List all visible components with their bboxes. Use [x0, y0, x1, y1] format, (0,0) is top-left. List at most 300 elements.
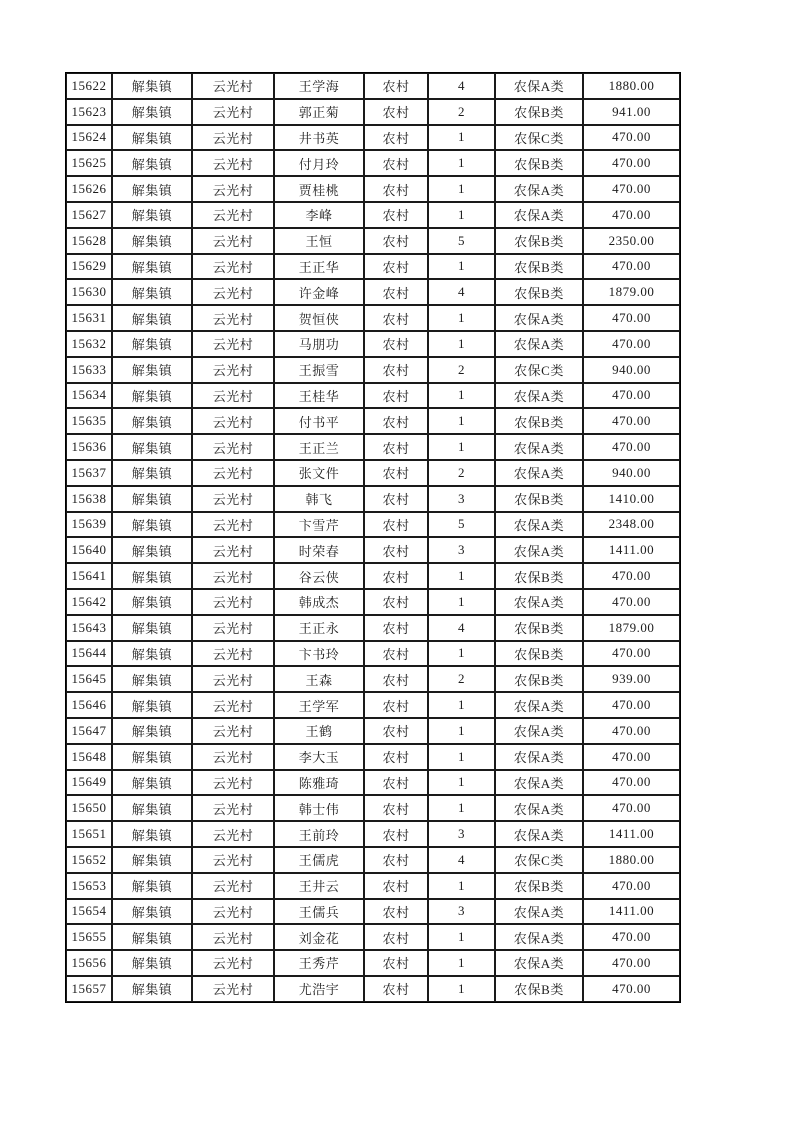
cell-person-name: 付月玲	[274, 150, 364, 176]
cell-amount: 470.00	[583, 202, 680, 228]
cell-village: 云光村	[192, 460, 274, 486]
cell-town: 解集镇	[112, 795, 192, 821]
cell-row-id: 15637	[66, 460, 112, 486]
table-row	[66, 408, 680, 434]
cell-residence-type: 农村	[364, 331, 428, 357]
cell-town: 解集镇	[112, 512, 192, 538]
cell-village: 云光村	[192, 99, 274, 125]
cell-insurance-class: 农保B类	[495, 279, 583, 305]
cell-amount: 470.00	[583, 589, 680, 615]
cell-amount: 1411.00	[583, 537, 680, 563]
table-row	[66, 950, 680, 976]
cell-town: 解集镇	[112, 847, 192, 873]
cell-village: 云光村	[192, 331, 274, 357]
cell-insurance-class: 农保C类	[495, 357, 583, 383]
cell-insurance-class: 农保B类	[495, 641, 583, 667]
cell-person-name: 王儒兵	[274, 899, 364, 925]
cell-insurance-class: 农保A类	[495, 460, 583, 486]
cell-person-count: 1	[428, 589, 495, 615]
table-row	[66, 615, 680, 641]
cell-insurance-class: 农保B类	[495, 563, 583, 589]
cell-amount: 1410.00	[583, 486, 680, 512]
cell-amount: 470.00	[583, 692, 680, 718]
cell-person-name: 贺恒侠	[274, 305, 364, 331]
cell-person-name: 郭正菊	[274, 99, 364, 125]
cell-town: 解集镇	[112, 563, 192, 589]
cell-row-id: 15631	[66, 305, 112, 331]
cell-person-count: 5	[428, 512, 495, 538]
cell-row-id: 15639	[66, 512, 112, 538]
cell-person-name: 王学军	[274, 692, 364, 718]
cell-town: 解集镇	[112, 589, 192, 615]
cell-amount: 470.00	[583, 950, 680, 976]
cell-town: 解集镇	[112, 899, 192, 925]
cell-amount: 470.00	[583, 873, 680, 899]
table-row	[66, 357, 680, 383]
cell-row-id: 15646	[66, 692, 112, 718]
cell-town: 解集镇	[112, 718, 192, 744]
table-row	[66, 73, 680, 99]
cell-person-count: 4	[428, 615, 495, 641]
cell-residence-type: 农村	[364, 615, 428, 641]
cell-residence-type: 农村	[364, 150, 428, 176]
cell-person-count: 1	[428, 125, 495, 151]
cell-village: 云光村	[192, 408, 274, 434]
cell-person-count: 3	[428, 821, 495, 847]
table-row	[66, 976, 680, 1002]
cell-residence-type: 农村	[364, 512, 428, 538]
table-row	[66, 770, 680, 796]
cell-insurance-class: 农保B类	[495, 976, 583, 1002]
table-body	[66, 73, 680, 1002]
cell-village: 云光村	[192, 537, 274, 563]
cell-row-id: 15641	[66, 563, 112, 589]
cell-village: 云光村	[192, 512, 274, 538]
cell-insurance-class: 农保A类	[495, 770, 583, 796]
cell-village: 云光村	[192, 950, 274, 976]
cell-person-name: 王正华	[274, 254, 364, 280]
cell-row-id: 15632	[66, 331, 112, 357]
cell-amount: 470.00	[583, 434, 680, 460]
cell-insurance-class: 农保A类	[495, 692, 583, 718]
table-row	[66, 899, 680, 925]
cell-row-id: 15628	[66, 228, 112, 254]
cell-amount: 470.00	[583, 718, 680, 744]
cell-residence-type: 农村	[364, 434, 428, 460]
cell-village: 云光村	[192, 73, 274, 99]
cell-town: 解集镇	[112, 331, 192, 357]
cell-person-name: 王正兰	[274, 434, 364, 460]
cell-insurance-class: 农保B类	[495, 408, 583, 434]
cell-amount: 1879.00	[583, 279, 680, 305]
cell-town: 解集镇	[112, 537, 192, 563]
cell-insurance-class: 农保A类	[495, 73, 583, 99]
cell-town: 解集镇	[112, 976, 192, 1002]
cell-amount: 2350.00	[583, 228, 680, 254]
cell-village: 云光村	[192, 202, 274, 228]
cell-village: 云光村	[192, 795, 274, 821]
cell-residence-type: 农村	[364, 537, 428, 563]
cell-town: 解集镇	[112, 950, 192, 976]
cell-person-name: 时荣春	[274, 537, 364, 563]
cell-town: 解集镇	[112, 873, 192, 899]
cell-person-name: 王鹤	[274, 718, 364, 744]
cell-person-count: 1	[428, 873, 495, 899]
cell-person-name: 王井云	[274, 873, 364, 899]
cell-row-id: 15634	[66, 383, 112, 409]
cell-row-id: 15625	[66, 150, 112, 176]
cell-village: 云光村	[192, 666, 274, 692]
cell-person-name: 卞书玲	[274, 641, 364, 667]
cell-person-count: 1	[428, 563, 495, 589]
cell-amount: 1411.00	[583, 821, 680, 847]
cell-village: 云光村	[192, 615, 274, 641]
cell-person-name: 王桂华	[274, 383, 364, 409]
cell-row-id: 15630	[66, 279, 112, 305]
cell-row-id: 15642	[66, 589, 112, 615]
cell-person-name: 刘金花	[274, 924, 364, 950]
cell-village: 云光村	[192, 744, 274, 770]
cell-row-id: 15645	[66, 666, 112, 692]
cell-row-id: 15647	[66, 718, 112, 744]
cell-person-count: 1	[428, 331, 495, 357]
cell-town: 解集镇	[112, 924, 192, 950]
cell-insurance-class: 农保B类	[495, 615, 583, 641]
cell-town: 解集镇	[112, 486, 192, 512]
cell-residence-type: 农村	[364, 125, 428, 151]
cell-person-count: 3	[428, 486, 495, 512]
cell-row-id: 15648	[66, 744, 112, 770]
cell-person-name: 韩飞	[274, 486, 364, 512]
table-row	[66, 924, 680, 950]
table-row	[66, 537, 680, 563]
cell-residence-type: 农村	[364, 770, 428, 796]
cell-residence-type: 农村	[364, 460, 428, 486]
cell-amount: 470.00	[583, 254, 680, 280]
cell-insurance-class: 农保A类	[495, 512, 583, 538]
cell-town: 解集镇	[112, 615, 192, 641]
cell-person-name: 王正永	[274, 615, 364, 641]
cell-row-id: 15633	[66, 357, 112, 383]
cell-person-count: 4	[428, 847, 495, 873]
cell-amount: 941.00	[583, 99, 680, 125]
table-row	[66, 821, 680, 847]
cell-person-name: 尤浩宇	[274, 976, 364, 1002]
cell-residence-type: 农村	[364, 873, 428, 899]
cell-row-id: 15649	[66, 770, 112, 796]
cell-person-name: 王振雪	[274, 357, 364, 383]
cell-person-name: 卞雪芹	[274, 512, 364, 538]
cell-insurance-class: 农保A类	[495, 383, 583, 409]
cell-row-id: 15624	[66, 125, 112, 151]
cell-village: 云光村	[192, 589, 274, 615]
cell-residence-type: 农村	[364, 976, 428, 1002]
cell-person-name: 王森	[274, 666, 364, 692]
cell-town: 解集镇	[112, 279, 192, 305]
cell-residence-type: 农村	[364, 589, 428, 615]
cell-person-name: 韩成杰	[274, 589, 364, 615]
cell-person-count: 5	[428, 228, 495, 254]
cell-person-name: 韩士伟	[274, 795, 364, 821]
cell-person-count: 4	[428, 73, 495, 99]
table-row	[66, 254, 680, 280]
cell-amount: 470.00	[583, 563, 680, 589]
cell-town: 解集镇	[112, 228, 192, 254]
cell-insurance-class: 农保A类	[495, 744, 583, 770]
cell-person-name: 李峰	[274, 202, 364, 228]
cell-row-id: 15651	[66, 821, 112, 847]
cell-person-name: 王学海	[274, 73, 364, 99]
table-row	[66, 873, 680, 899]
cell-person-count: 1	[428, 976, 495, 1002]
cell-insurance-class: 农保A类	[495, 795, 583, 821]
cell-row-id: 15636	[66, 434, 112, 460]
cell-insurance-class: 农保B类	[495, 228, 583, 254]
cell-insurance-class: 农保B类	[495, 666, 583, 692]
cell-amount: 470.00	[583, 924, 680, 950]
cell-person-name: 许金峰	[274, 279, 364, 305]
cell-village: 云光村	[192, 228, 274, 254]
table-row	[66, 176, 680, 202]
cell-residence-type: 农村	[364, 357, 428, 383]
cell-town: 解集镇	[112, 641, 192, 667]
table-row	[66, 434, 680, 460]
cell-amount: 470.00	[583, 641, 680, 667]
cell-town: 解集镇	[112, 383, 192, 409]
cell-residence-type: 农村	[364, 486, 428, 512]
table-row	[66, 305, 680, 331]
cell-town: 解集镇	[112, 821, 192, 847]
cell-row-id: 15623	[66, 99, 112, 125]
cell-village: 云光村	[192, 821, 274, 847]
cell-residence-type: 农村	[364, 899, 428, 925]
table-row	[66, 718, 680, 744]
cell-insurance-class: 农保A类	[495, 718, 583, 744]
cell-amount: 470.00	[583, 150, 680, 176]
cell-residence-type: 农村	[364, 99, 428, 125]
cell-row-id: 15644	[66, 641, 112, 667]
table-row	[66, 563, 680, 589]
cell-insurance-class: 农保C类	[495, 847, 583, 873]
cell-village: 云光村	[192, 150, 274, 176]
cell-row-id: 15654	[66, 899, 112, 925]
cell-insurance-class: 农保A类	[495, 537, 583, 563]
cell-insurance-class: 农保B类	[495, 486, 583, 512]
cell-amount: 470.00	[583, 770, 680, 796]
cell-insurance-class: 农保C类	[495, 125, 583, 151]
cell-residence-type: 农村	[364, 795, 428, 821]
cell-town: 解集镇	[112, 744, 192, 770]
cell-village: 云光村	[192, 357, 274, 383]
cell-amount: 1411.00	[583, 899, 680, 925]
cell-residence-type: 农村	[364, 744, 428, 770]
cell-village: 云光村	[192, 279, 274, 305]
cell-village: 云光村	[192, 125, 274, 151]
cell-row-id: 15655	[66, 924, 112, 950]
cell-person-count: 3	[428, 899, 495, 925]
cell-residence-type: 农村	[364, 924, 428, 950]
cell-person-count: 4	[428, 279, 495, 305]
cell-person-count: 1	[428, 305, 495, 331]
cell-village: 云光村	[192, 563, 274, 589]
cell-residence-type: 农村	[364, 202, 428, 228]
cell-amount: 470.00	[583, 795, 680, 821]
cell-person-count: 1	[428, 924, 495, 950]
cell-row-id: 15626	[66, 176, 112, 202]
cell-residence-type: 农村	[364, 641, 428, 667]
cell-amount: 470.00	[583, 305, 680, 331]
cell-person-name: 王恒	[274, 228, 364, 254]
table-row	[66, 150, 680, 176]
cell-village: 云光村	[192, 770, 274, 796]
cell-person-name: 王秀芹	[274, 950, 364, 976]
table-row	[66, 99, 680, 125]
cell-town: 解集镇	[112, 125, 192, 151]
cell-person-name: 王前玲	[274, 821, 364, 847]
cell-person-name: 李大玉	[274, 744, 364, 770]
cell-row-id: 15652	[66, 847, 112, 873]
cell-town: 解集镇	[112, 692, 192, 718]
cell-village: 云光村	[192, 254, 274, 280]
cell-person-count: 2	[428, 99, 495, 125]
table-row	[66, 202, 680, 228]
cell-residence-type: 农村	[364, 254, 428, 280]
cell-person-count: 2	[428, 666, 495, 692]
cell-residence-type: 农村	[364, 666, 428, 692]
table-row	[66, 744, 680, 770]
cell-town: 解集镇	[112, 176, 192, 202]
cell-town: 解集镇	[112, 73, 192, 99]
cell-row-id: 15640	[66, 537, 112, 563]
cell-amount: 939.00	[583, 666, 680, 692]
cell-person-count: 2	[428, 357, 495, 383]
cell-residence-type: 农村	[364, 279, 428, 305]
cell-person-count: 1	[428, 770, 495, 796]
cell-insurance-class: 农保B类	[495, 254, 583, 280]
cell-village: 云光村	[192, 383, 274, 409]
cell-village: 云光村	[192, 692, 274, 718]
cell-row-id: 15657	[66, 976, 112, 1002]
cell-row-id: 15635	[66, 408, 112, 434]
table-row	[66, 692, 680, 718]
cell-row-id: 15627	[66, 202, 112, 228]
cell-person-count: 1	[428, 950, 495, 976]
cell-person-count: 1	[428, 176, 495, 202]
cell-amount: 470.00	[583, 408, 680, 434]
cell-insurance-class: 农保B类	[495, 150, 583, 176]
cell-town: 解集镇	[112, 666, 192, 692]
cell-residence-type: 农村	[364, 718, 428, 744]
cell-residence-type: 农村	[364, 950, 428, 976]
cell-insurance-class: 农保A类	[495, 899, 583, 925]
cell-town: 解集镇	[112, 460, 192, 486]
cell-amount: 1879.00	[583, 615, 680, 641]
cell-person-count: 1	[428, 795, 495, 821]
cell-person-name: 贾桂桃	[274, 176, 364, 202]
cell-town: 解集镇	[112, 434, 192, 460]
cell-person-count: 1	[428, 718, 495, 744]
cell-person-count: 1	[428, 744, 495, 770]
cell-person-count: 1	[428, 383, 495, 409]
cell-row-id: 15653	[66, 873, 112, 899]
cell-person-name: 张文件	[274, 460, 364, 486]
cell-insurance-class: 农保A类	[495, 331, 583, 357]
cell-town: 解集镇	[112, 99, 192, 125]
cell-residence-type: 农村	[364, 73, 428, 99]
cell-town: 解集镇	[112, 202, 192, 228]
table-row	[66, 125, 680, 151]
cell-person-name: 付书平	[274, 408, 364, 434]
cell-residence-type: 农村	[364, 408, 428, 434]
cell-person-name: 谷云侠	[274, 563, 364, 589]
cell-residence-type: 农村	[364, 847, 428, 873]
cell-person-name: 马朋功	[274, 331, 364, 357]
cell-village: 云光村	[192, 976, 274, 1002]
cell-insurance-class: 农保B类	[495, 873, 583, 899]
cell-person-count: 1	[428, 408, 495, 434]
cell-person-count: 3	[428, 537, 495, 563]
cell-village: 云光村	[192, 176, 274, 202]
cell-person-name: 陈雅琦	[274, 770, 364, 796]
table-row	[66, 486, 680, 512]
table-row	[66, 460, 680, 486]
cell-residence-type: 农村	[364, 821, 428, 847]
cell-person-count: 1	[428, 202, 495, 228]
cell-residence-type: 农村	[364, 383, 428, 409]
table-row	[66, 589, 680, 615]
cell-village: 云光村	[192, 899, 274, 925]
cell-person-count: 1	[428, 434, 495, 460]
cell-residence-type: 农村	[364, 563, 428, 589]
cell-insurance-class: 农保A类	[495, 305, 583, 331]
cell-amount: 470.00	[583, 176, 680, 202]
table-row	[66, 331, 680, 357]
cell-person-count: 1	[428, 641, 495, 667]
cell-insurance-class: 农保A类	[495, 950, 583, 976]
cell-row-id: 15629	[66, 254, 112, 280]
cell-village: 云光村	[192, 873, 274, 899]
cell-insurance-class: 农保A类	[495, 434, 583, 460]
cell-town: 解集镇	[112, 357, 192, 383]
table-row	[66, 279, 680, 305]
cell-row-id: 15638	[66, 486, 112, 512]
cell-town: 解集镇	[112, 305, 192, 331]
cell-amount: 2348.00	[583, 512, 680, 538]
cell-row-id: 15643	[66, 615, 112, 641]
cell-insurance-class: 农保A类	[495, 821, 583, 847]
cell-town: 解集镇	[112, 408, 192, 434]
cell-residence-type: 农村	[364, 305, 428, 331]
cell-town: 解集镇	[112, 770, 192, 796]
cell-insurance-class: 农保A类	[495, 924, 583, 950]
cell-village: 云光村	[192, 305, 274, 331]
cell-insurance-class: 农保A类	[495, 176, 583, 202]
cell-amount: 940.00	[583, 357, 680, 383]
cell-person-count: 1	[428, 692, 495, 718]
cell-insurance-class: 农保A类	[495, 202, 583, 228]
cell-person-count: 1	[428, 254, 495, 280]
table-row	[66, 228, 680, 254]
cell-amount: 470.00	[583, 331, 680, 357]
cell-village: 云光村	[192, 718, 274, 744]
cell-residence-type: 农村	[364, 176, 428, 202]
cell-insurance-class: 农保A类	[495, 589, 583, 615]
table-row	[66, 795, 680, 821]
cell-village: 云光村	[192, 641, 274, 667]
cell-amount: 940.00	[583, 460, 680, 486]
cell-person-name: 王儒虎	[274, 847, 364, 873]
cell-amount: 470.00	[583, 744, 680, 770]
